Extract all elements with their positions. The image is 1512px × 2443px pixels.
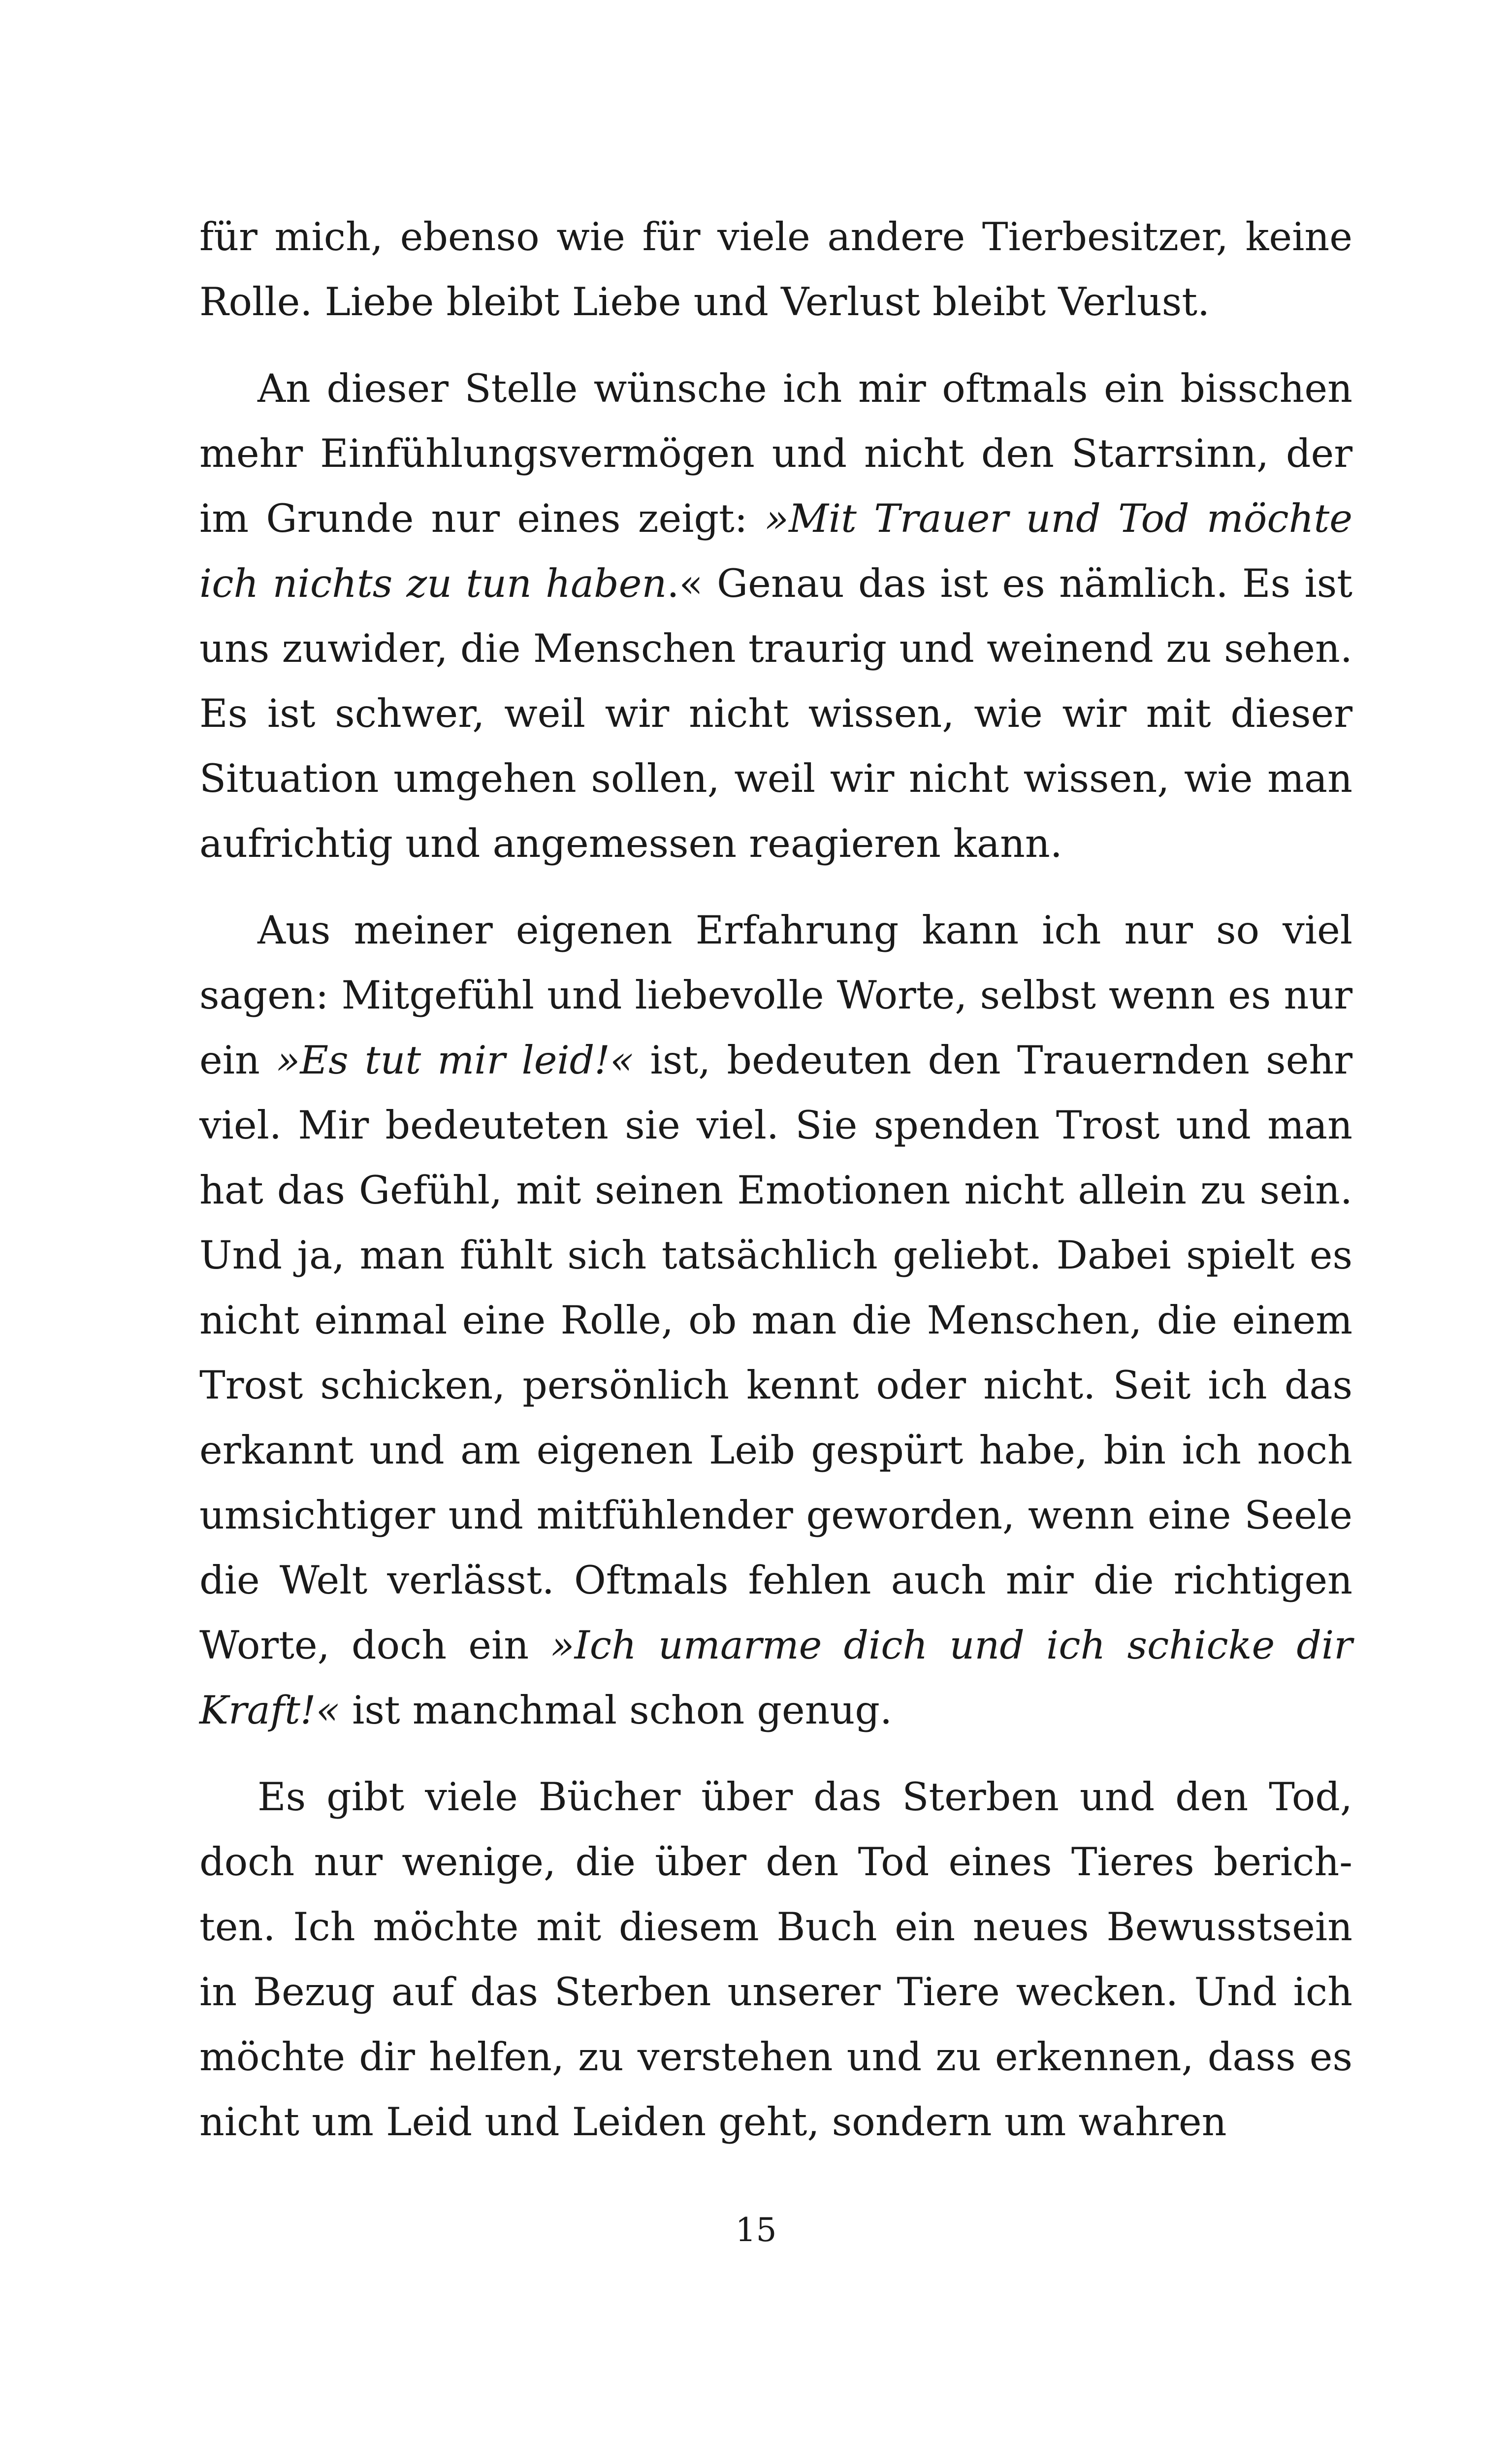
paragraph-4-text: Es gibt viele Bücher über das Sterben und den Tod, doch nur wenige, die über den Tod eines Tieres berichten. Ich möchte mit diesem Buch ein neues Bewusstsein in Bezug auf das Sterben unserer Tiere wecken. Und ich möchte dir helfen, zu verstehen und zu erkennen, dass es nicht um Leid und Leiden geht, sondern um wahren [199,1774,1352,2145]
paragraph-3-quote-1: »Es tut mir leid!« [276,1038,634,1083]
paragraph-2-quote: »Mit Trauer und Tod möchte ich nichts zu tun haben [199,496,1352,606]
paragraph-2-text-a: An dieser Stelle wünsche ich mir oftmals ein bisschen mehr Einfühlungsvermögen und nicht den Starrsinn, der im Grunde nur eines zeigt: [199,366,1352,541]
body-text [199,204,1352,2154]
page-number: 15 [735,2211,777,2249]
paragraph-3-text-c: ist manchmal schon genug. [339,1688,893,1733]
paragraph-3-quote-2: »Ich umarme dich und ich schicke dir Kraft!« [199,1623,1352,1733]
paragraph-2-text-b: .« Genau das ist es nämlich. Es ist uns zuwider, die Menschen traurig und weinend zu sehen. Es ist schwer, weil wir nicht wissen, wie wir mit dieser Situation umgehen sollen, weil wir nicht wissen, wie man aufrichtig und angemessen reagieren kann. [199,561,1352,866]
paragraph-1 [199,204,1352,334]
paragraph-3 [199,898,1352,1743]
paragraph-2 [199,356,1352,876]
paragraph-1-text: für mich, ebenso wie für viele andere Tierbesitzer, keine Rolle. Liebe bleibt Liebe und Verlust bleibt Verlust. [199,214,1352,325]
paragraph-3-text-a: Aus meiner eigenen Erfahrung kann ich nur so viel sagen: Mitgefühl und liebevolle Worte, selbst wenn es nur ein [199,908,1352,1083]
paragraph-3-text-b: ist, bedeuten den Trauernden sehr viel. Mir bedeuteten sie viel. Sie spenden Trost und man hat das Gefühl, mit seinen Emotionen nicht allein zu sein. Und ja, man fühlt sich tatsächlich geliebt. Dabei spielt es nicht einmal eine Rolle, ob man die Menschen, die einem Trost schicken, persönlich kennt oder nicht. Seit ich das erkannt und am eigenen Leib gespürt habe, bin ich noch umsichtiger und mitfühlender geworden, wenn eine Seele die Welt verlässt. Oftmals fehlen auch mir die richtigen Worte, doch ein [199,1038,1352,1668]
paragraph-4 [199,1764,1352,2154]
